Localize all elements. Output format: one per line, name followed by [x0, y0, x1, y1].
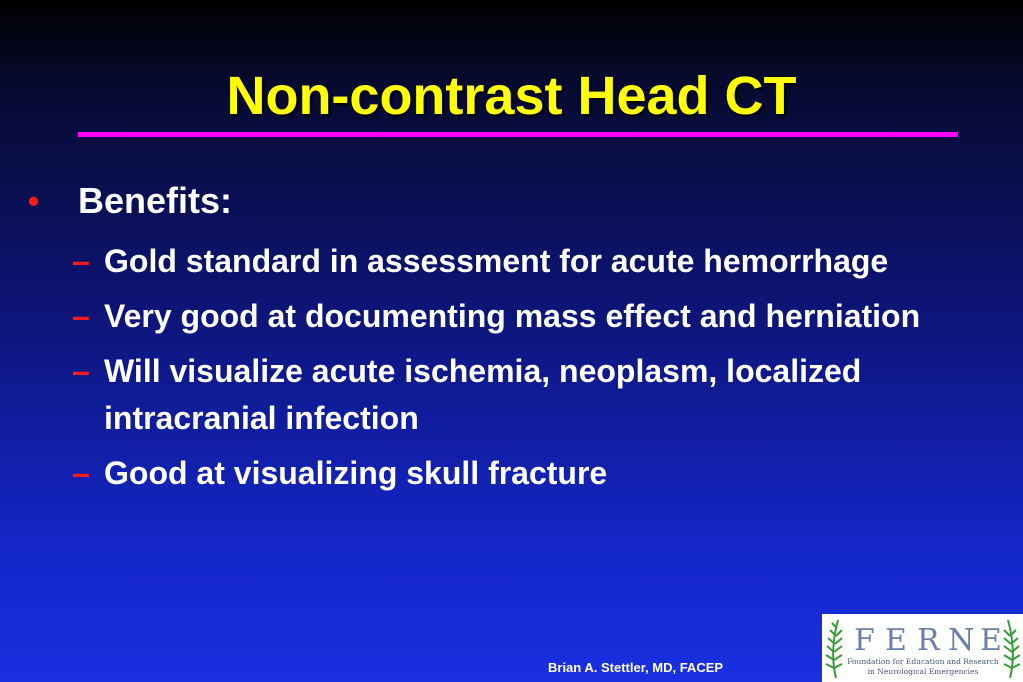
- sub-bullet-item: [72, 450, 952, 497]
- fern-leaf-icon: [826, 620, 842, 678]
- logo-letter: E: [885, 623, 907, 658]
- logo-tagline-line2: in Neurological Emergencies: [867, 667, 979, 676]
- title-underline: [78, 132, 958, 137]
- fern-leaf-icon: [1004, 620, 1020, 678]
- footer-author: Brian A. Stettler, MD, FACEP: [548, 660, 724, 675]
- logo-letter: N: [948, 623, 975, 658]
- ferne-logo-graphic: [822, 614, 1023, 682]
- sub-bullet-text: Good at visualizing skull fracture: [104, 455, 608, 491]
- dash-marker: –: [72, 298, 90, 334]
- logo-tagline-line1: Foundation for Education and Research: [847, 657, 999, 666]
- bullet-benefits: [28, 176, 232, 226]
- sub-bullet-text: Gold standard in assessment for acute hemorrhage: [104, 243, 889, 279]
- sub-bullet-item: [72, 348, 952, 442]
- sub-bullet-list: [72, 238, 952, 505]
- sub-bullet-item: [72, 238, 952, 285]
- bullet-marker: •: [28, 183, 40, 219]
- sub-bullet-text: Will visualize acute ischemia, neoplasm, localized intracranial infection: [104, 353, 862, 436]
- logo-letter: F: [854, 623, 875, 658]
- sub-bullet-item: [72, 293, 952, 340]
- slide-title: Non-contrast Head CT: [226, 66, 797, 126]
- logo-letter: R: [917, 623, 940, 658]
- dash-marker: –: [72, 353, 90, 389]
- dash-marker: –: [72, 243, 90, 279]
- sub-bullet-text: Very good at documenting mass effect and herniation: [104, 298, 921, 334]
- dash-marker: –: [72, 455, 90, 491]
- bullet-label: Benefits:: [78, 180, 233, 221]
- ferne-logo: [822, 614, 1023, 682]
- logo-letter: E: [980, 623, 1002, 658]
